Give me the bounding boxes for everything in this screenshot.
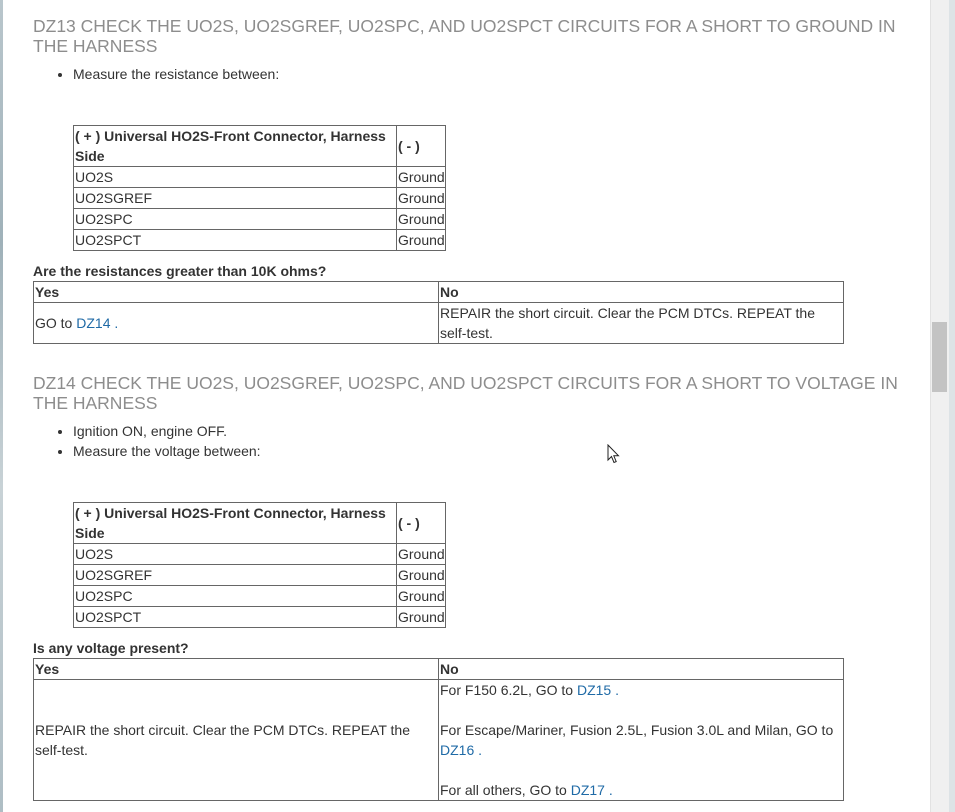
column-header-positive: ( + ) Universal HO2S-Front Connector, Harness Side	[74, 503, 397, 544]
circuit-cell: UO2SPC	[74, 586, 397, 607]
dz15-link[interactable]: DZ15	[576, 682, 612, 698]
circuit-cell: UO2SPCT	[74, 607, 397, 628]
dz17-link[interactable]: DZ17	[570, 782, 605, 798]
column-header-negative: ( - )	[397, 126, 446, 167]
yes-header: Yes	[34, 282, 439, 303]
ground-cell: Ground	[397, 586, 446, 607]
scrollbar-thumb[interactable]	[932, 322, 947, 392]
link-period: .	[615, 682, 619, 698]
table-row	[74, 586, 446, 607]
option-text: For F150 6.2L, GO to	[440, 682, 574, 698]
yes-instruction: GO to	[35, 315, 73, 331]
option-text: For all others, GO to	[440, 782, 567, 798]
link-period: .	[114, 315, 119, 331]
window-edge-right	[949, 0, 955, 812]
circuit-cell: UO2S	[74, 544, 397, 565]
circuit-cell: UO2SPC	[74, 209, 397, 230]
table-header-row	[34, 659, 844, 680]
no-option-others	[440, 780, 843, 800]
yes-no-table-dz13	[33, 281, 844, 344]
ground-cell: Ground	[397, 565, 446, 586]
yes-cell: REPAIR the short circuit. Clear the PCM DTCs. REPEAT the self-test.	[34, 680, 439, 801]
no-header: No	[439, 659, 844, 680]
step-title-dz13: DZ13 CHECK THE UO2S, UO2SGREF, UO2SPC, AND UO2SPCT CIRCUITS FOR A SHORT TO GROUND IN THE HARNESS	[33, 16, 896, 56]
table-row	[34, 303, 844, 344]
table-header-row	[74, 503, 446, 544]
table-row	[74, 230, 446, 251]
yes-cell	[34, 303, 439, 344]
ground-cell: Ground	[397, 230, 446, 251]
yes-header: Yes	[34, 659, 439, 680]
connector-table-dz13	[73, 125, 446, 251]
link-period: .	[478, 742, 483, 758]
ground-cell: Ground	[397, 167, 446, 188]
table-row	[34, 680, 844, 801]
table-row	[74, 167, 446, 188]
circuit-cell: UO2SPCT	[74, 230, 397, 251]
column-header-positive: ( + ) Universal HO2S-Front Connector, Harness Side	[74, 126, 397, 167]
circuit-cell: UO2SGREF	[74, 188, 397, 209]
no-cell	[439, 680, 844, 801]
instruction-item: • Ignition ON, engine OFF.	[73, 421, 261, 441]
step-instructions-dz13	[33, 64, 279, 84]
no-option-escape	[440, 720, 843, 760]
vertical-scrollbar[interactable]	[930, 0, 949, 812]
ground-cell: Ground	[397, 209, 446, 230]
option-text: For Escape/Mariner, Fusion 2.5L, Fusion 3.0L and Milan, GO to	[440, 722, 834, 738]
table-header-row	[74, 126, 446, 167]
table-row	[74, 544, 446, 565]
circuit-cell: UO2S	[74, 167, 397, 188]
spacer	[440, 700, 843, 720]
column-header-negative: ( - )	[397, 503, 446, 544]
step-instructions-dz14	[33, 421, 261, 461]
no-cell: REPAIR the short circuit. Clear the PCM DTCs. REPEAT the self-test.	[439, 303, 844, 344]
spacer	[440, 760, 843, 780]
yes-no-table-dz14	[33, 658, 844, 801]
instruction-item: • Measure the resistance between:	[73, 64, 279, 84]
table-header-row	[34, 282, 844, 303]
table-row	[74, 565, 446, 586]
table-row	[74, 607, 446, 628]
ground-cell: Ground	[397, 544, 446, 565]
circuit-cell: UO2SGREF	[74, 565, 397, 586]
no-header: No	[439, 282, 844, 303]
link-period: .	[608, 782, 613, 798]
table-row	[74, 209, 446, 230]
no-option-f150	[440, 680, 843, 700]
dz14-link[interactable]: DZ14	[76, 315, 111, 331]
question-dz13: Are the resistances greater than 10K ohms?	[33, 263, 327, 279]
ground-cell: Ground	[397, 607, 446, 628]
connector-table-dz14	[73, 502, 446, 628]
question-dz14: Is any voltage present?	[33, 640, 189, 656]
step-title-dz14: DZ14 CHECK THE UO2S, UO2SGREF, UO2SPC, AND UO2SPCT CIRCUITS FOR A SHORT TO VOLTAGE IN THE HARNESS	[33, 373, 898, 413]
table-row	[74, 188, 446, 209]
ground-cell: Ground	[397, 188, 446, 209]
dz16-link[interactable]: DZ16	[440, 742, 475, 758]
instruction-item: • Measure the voltage between:	[73, 441, 261, 461]
mouse-pointer-icon	[607, 444, 621, 464]
